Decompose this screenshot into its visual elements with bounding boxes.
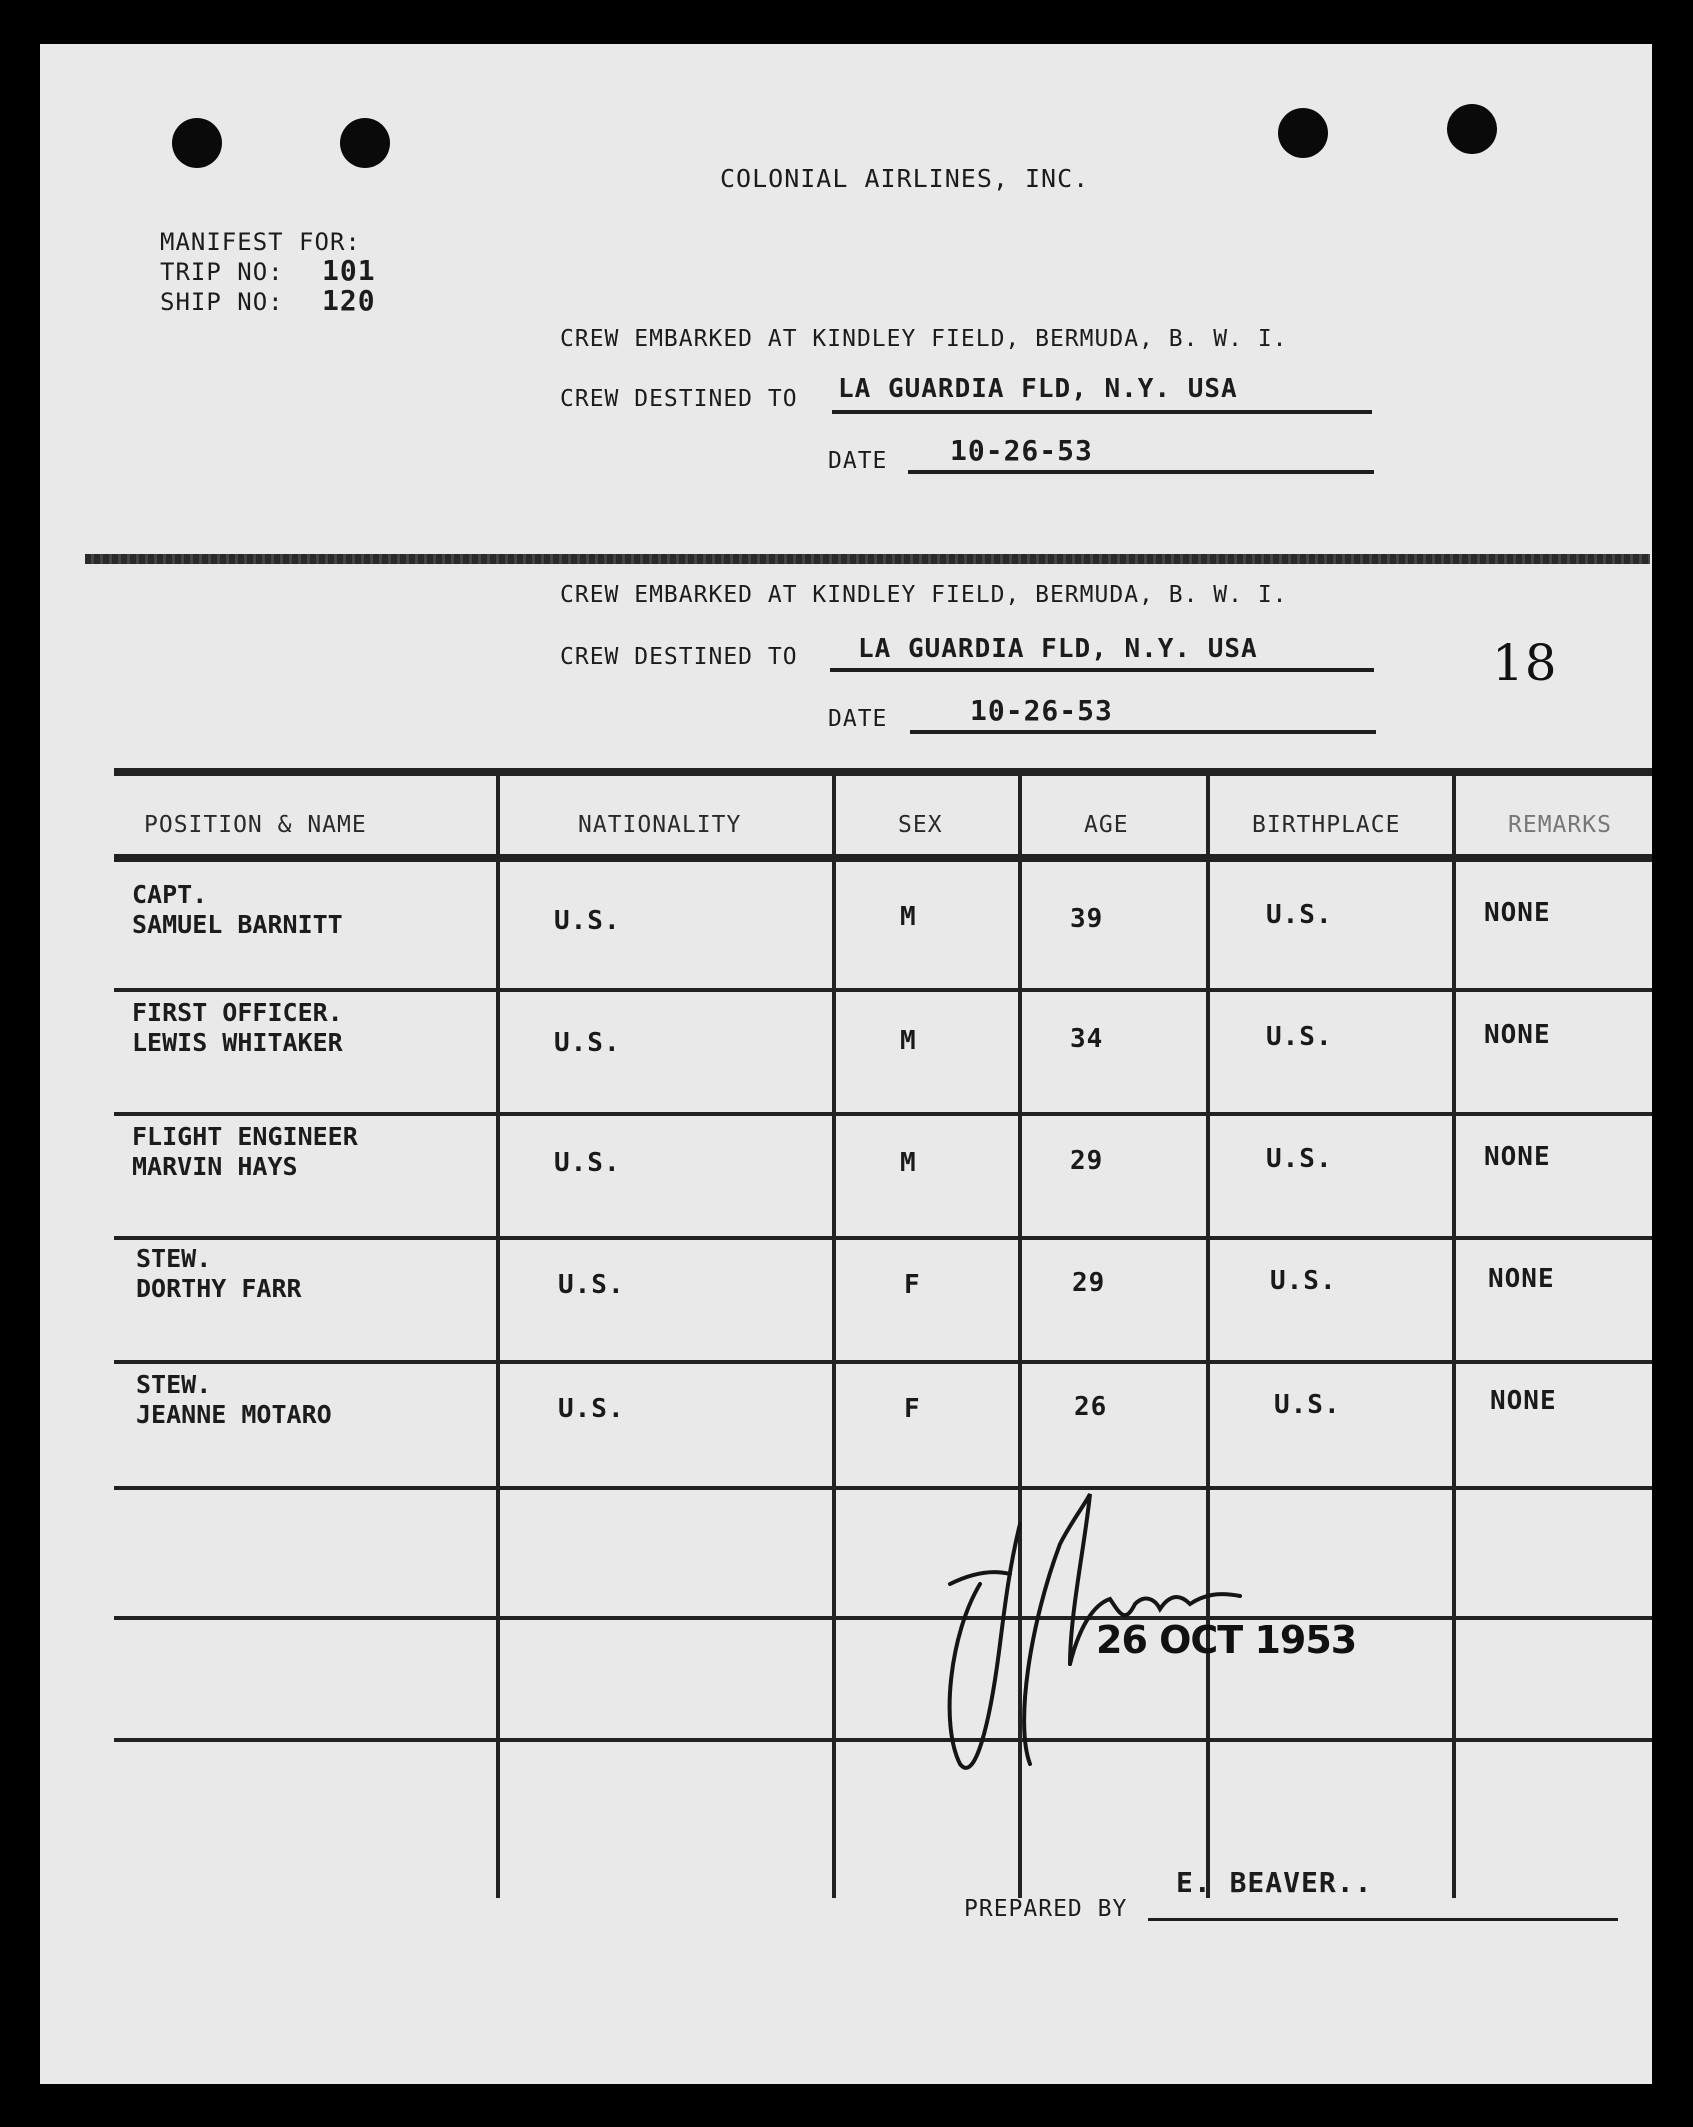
crew-nationality: U.S. <box>558 1270 625 1300</box>
crew-sex: F <box>904 1394 921 1424</box>
manifest-page <box>40 44 1652 2084</box>
received-stamp-date: 26 OCT 1953 <box>1096 1618 1357 1662</box>
table-top-rule <box>114 768 1652 776</box>
crew-remarks: NONE <box>1490 1386 1557 1416</box>
crew-remarks: NONE <box>1484 1142 1551 1172</box>
row-divider <box>114 1236 1652 1240</box>
punch-hole <box>172 118 222 168</box>
crew-sex: M <box>900 1026 917 1056</box>
prepared-by-label: PREPARED BY <box>964 1896 1128 1922</box>
date-label-2: DATE <box>828 706 888 732</box>
company-name: COLONIAL AIRLINES, INC. <box>720 164 1090 193</box>
crew-age: 34 <box>1070 1024 1104 1054</box>
punch-hole <box>340 118 390 168</box>
crew-birthplace: U.S. <box>1270 1266 1337 1296</box>
separator <box>85 554 1650 564</box>
manifest-label: MANIFEST FOR: <box>160 228 361 256</box>
embarked-line-1: CREW EMBARKED AT KINDLEY FIELD, BERMUDA, B. W. I. <box>560 326 1288 352</box>
crew-age: 39 <box>1070 904 1104 934</box>
trip-label: TRIP NO: <box>160 258 284 286</box>
crew-birthplace: U.S. <box>1266 900 1333 930</box>
crew-birthplace: U.S. <box>1274 1390 1341 1420</box>
header-position-name: POSITION & NAME <box>144 812 367 838</box>
crew-sex: F <box>904 1270 921 1300</box>
header-nationality: NATIONALITY <box>578 812 742 838</box>
crew-nationality: U.S. <box>554 1148 621 1178</box>
preparer-name: E. BEAVER.. <box>1176 1866 1373 1899</box>
crew-position: STEW. <box>136 1370 212 1399</box>
crew-remarks: NONE <box>1488 1264 1555 1294</box>
crew-nationality: U.S. <box>558 1394 625 1424</box>
page-number: 18 <box>1492 634 1558 692</box>
destination-underline-2 <box>830 668 1374 672</box>
date-2: 10-26-53 <box>970 694 1113 727</box>
crew-remarks: NONE <box>1484 1020 1551 1050</box>
crew-nationality: U.S. <box>554 1028 621 1058</box>
header-remarks: REMARKS <box>1508 812 1612 838</box>
crew-position: FIRST OFFICER. <box>132 998 343 1027</box>
header-sex: SEX <box>898 812 943 838</box>
date-underline-2 <box>910 730 1376 734</box>
crew-sex: M <box>900 1148 917 1178</box>
table-header-rule <box>114 854 1652 862</box>
crew-age: 26 <box>1074 1392 1108 1422</box>
crew-remarks: NONE <box>1484 898 1551 928</box>
crew-position: CAPT. <box>132 880 208 909</box>
crew-position: STEW. <box>136 1244 212 1273</box>
column-divider <box>496 768 500 1898</box>
destination-1: LA GUARDIA FLD, N.Y. USA <box>838 374 1238 404</box>
crew-name: DORTHY FARR <box>136 1274 302 1303</box>
embarked-line-2: CREW EMBARKED AT KINDLEY FIELD, BERMUDA, B. W. I. <box>560 582 1288 608</box>
trip-number: 101 <box>322 254 376 287</box>
row-divider <box>114 1738 1652 1742</box>
destination-underline-1 <box>832 410 1372 414</box>
crew-sex: M <box>900 902 917 932</box>
header-birthplace: BIRTHPLACE <box>1252 812 1401 838</box>
crew-name: LEWIS WHITAKER <box>132 1028 343 1057</box>
crew-nationality: U.S. <box>554 906 621 936</box>
destination-2: LA GUARDIA FLD, N.Y. USA <box>858 634 1258 664</box>
crew-birthplace: U.S. <box>1266 1022 1333 1052</box>
row-divider <box>114 1112 1652 1116</box>
crew-position: FLIGHT ENGINEER <box>132 1122 358 1151</box>
crew-name: JEANNE MOTARO <box>136 1400 332 1429</box>
destined-label-2: CREW DESTINED TO <box>560 644 798 670</box>
date-underline-1 <box>908 470 1374 474</box>
crew-age: 29 <box>1070 1146 1104 1176</box>
column-divider <box>832 768 836 1898</box>
prepared-by-underline <box>1148 1918 1618 1921</box>
crew-birthplace: U.S. <box>1266 1144 1333 1174</box>
row-divider <box>114 1360 1652 1364</box>
ship-label: SHIP NO: <box>160 288 284 316</box>
row-divider <box>114 1616 1652 1620</box>
row-divider <box>114 1486 1652 1490</box>
ship-number: 120 <box>322 284 376 317</box>
crew-age: 29 <box>1072 1268 1106 1298</box>
crew-name: SAMUEL BARNITT <box>132 910 343 939</box>
date-label-1: DATE <box>828 448 888 474</box>
row-divider <box>114 988 1652 992</box>
punch-hole <box>1278 108 1328 158</box>
date-1: 10-26-53 <box>950 434 1093 467</box>
destined-label-1: CREW DESTINED TO <box>560 386 798 412</box>
column-divider <box>1452 768 1456 1898</box>
header-age: AGE <box>1084 812 1129 838</box>
punch-hole <box>1447 104 1497 154</box>
crew-name: MARVIN HAYS <box>132 1152 298 1181</box>
